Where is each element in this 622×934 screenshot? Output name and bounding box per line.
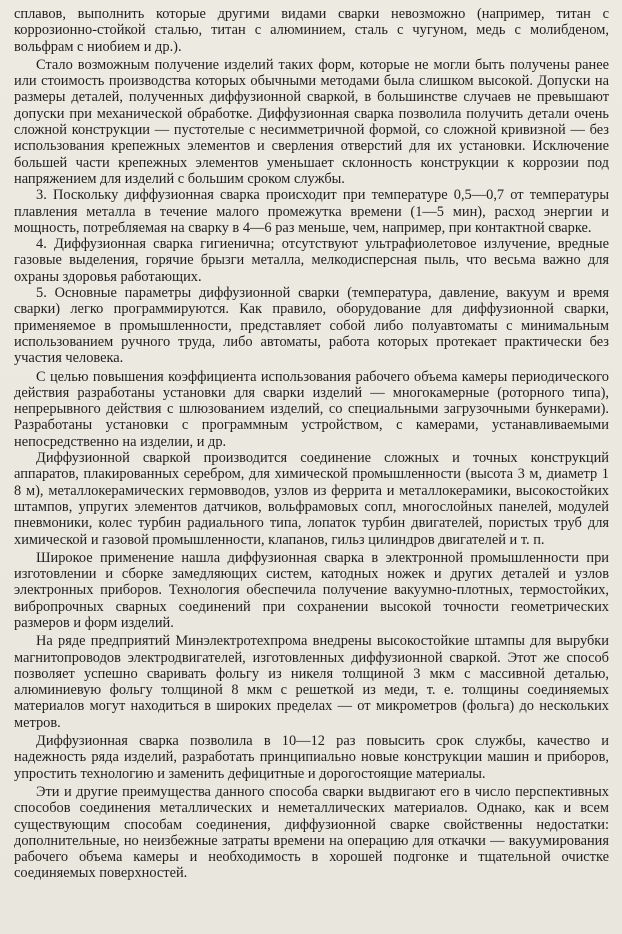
paragraph-item-3: 3. Поскольку диффузионная сварка происходит при температуре 0,5—0,7 от температуры плавления металла в течение малого промежутка времени (1—5 мин), расход энергии и мощность, потребляемая на сварку в 4—6 раз меньше, чем, например, при контактной сварке.: [14, 187, 609, 236]
paragraph-stamps: На ряде предприятий Минэлектротехпрома внедрены высокостойкие штампы для вырубки магнитопроводов электродвигателей, изготовленных диффузионной сваркой. Этот же способ позволяет успешно сваривать фольгу из никеля толщиной 3 мкм с массивной деталью, алюминиевую фольгу толщиной 8 мкм с решеткой из меди, т. е. толщины соединяемых материалов могут находиться в широких пределах — от микрометров (фольга) до нескольких метров.: [14, 633, 609, 731]
paragraph-installations: С целью повышения коэффициента использования рабочего объема камеры периодического действия разработаны установки для сварки изделий — многокамерные (роторного типа), непрерывного действия с шлюзованием изделий, со специальными загрузочными бункерами). Разработаны установки с программным устройством, с камерами, устанавливаемыми непосредственно на изделии, и др.: [14, 368, 609, 450]
paragraph-electronics: Широкое применение нашла диффузионная сварка в электронной промышленности при изготовлении и сборке замедляющих систем, катодных ножек и других деталей и узлов электронных приборов. Технология обеспечила получение вакуумно-плотных, термостойких, вибропрочных сварных соединений при сохранении высокой точности геометрических размеров и форм изделий.: [14, 549, 609, 631]
paragraph-drawbacks: Эти и другие преимущества данного способа сварки выдвигают его в число перспективных способов соединения металлических и неметаллических материалов. Однако, как и всем существующим способам соединения, диффузионной сварке свойственны недостатки: дополнительные, но неизбежные затраты времени на операцию для откачки — вакуумирования рабочего объема камеры и необходимость в хорошей подгонке и тщательной очистке соединяемых поверхностей.: [14, 783, 609, 882]
paragraph-continuation: сплавов, выполнить которые другими видами сварки невозможно (например, титан с коррозионно-стойкой сталью, титан с алюминием, сталь с чугуном, медь с молибденом, вольфрам с ниобием и др.).: [14, 6, 609, 55]
paragraph-item-4: 4. Диффузионная сварка гигиенична; отсутствуют ультрафиолетовое излучение, вредные газовые выделения, горячие брызги металла, мелкодисперсная пыль, что весьма важно для охраны здоровья работающих.: [14, 236, 609, 285]
paragraph-shapes: Стало возможным получение изделий таких форм, которые не могли быть получены ранее или стоимость производства которых обычными методами была слишком высокой. Допуски на размеры деталей, полученных диффузионной сваркой, в большинстве случаев не превышают допуски при механической обработке. Диффузионная сварка позволила получить детали очень сложной конструкции — пустотелые с несимметричной формой, со сложной кривизной — без использования крепежных элементов и сверления отверстий для их установки. Исключение большей части крепежных элементов уменьшает склонность конструкции к коррозии под напряжением для изделий с большим сроком службы.: [14, 56, 609, 187]
paragraph-item-5: 5. Основные параметры диффузионной сварки (температура, давление, вакуум и время сварки) легко программируются. Как правило, оборудование для диффузионной сварки, применяемое в промышленности, представляет собой либо полуавтоматы с минимальным использованием ручного труда, либо автоматы, работа которых протекает практически без участия человека.: [14, 285, 609, 367]
paragraph-service-life: Диффузионная сварка позволила в 10—12 раз повысить срок службы, качество и надежность ряда изделий, разработать принципиально новые конструкции машин и приборов, упростить технологию и заменить дефицитные и дорогостоящие материалы.: [14, 733, 609, 782]
paragraph-applications: Диффузионной сваркой производится соединение сложных и точных конструкций аппаратов, плакированных серебром, для химической промышленности (высота 3 м, диаметр 1 8 м), металлокерамических гермовводов, узлов из феррита и металлокерамики, высокостойких штампов, упругих элементов датчиков, вольфрамовых сопл, многослойных панелей, модулей пневмоники, колес турбин радиального типа, лопаток турбин двигателей, пористых труб для химической и газовой промышленности, клапанов, гильз цилиндров двигателей и т. п.: [14, 450, 609, 548]
